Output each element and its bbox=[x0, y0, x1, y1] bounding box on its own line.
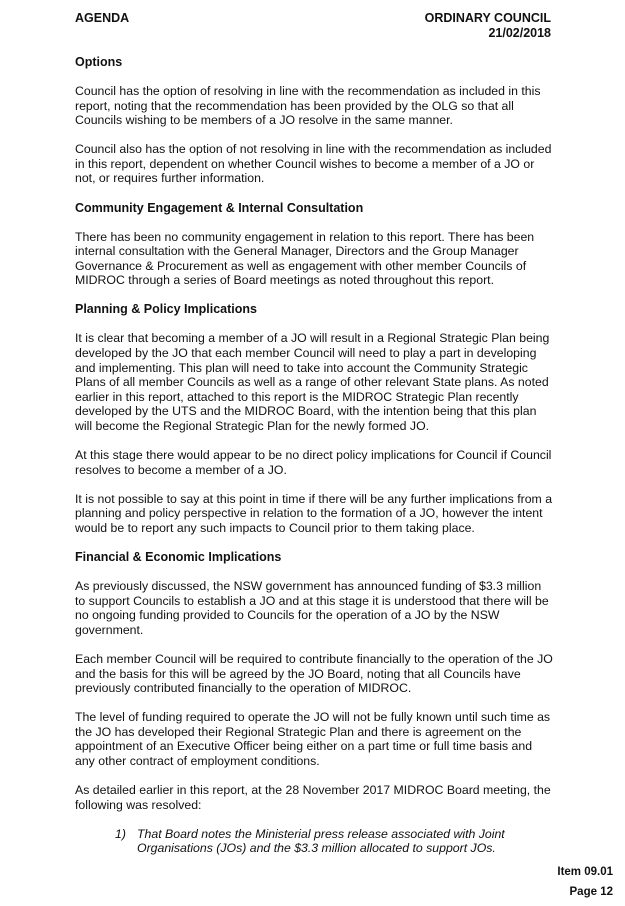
header-meeting-title: ORDINARY COUNCIL bbox=[424, 11, 551, 25]
resolution-text: That Board notes the Ministerial press release associated with Joint Organisations (JOs) and the $3.3 million allocated to support JOs. bbox=[137, 826, 505, 856]
header-meeting bbox=[425, 11, 551, 41]
paragraph: The level of funding required to operate the JO will not be fully known until such time as the JO has developed their Regional Strategic Plan and there is agreement on the appointment of an Executive Officer being either on a part time or full time basis and any other contract of employment conditions. bbox=[75, 710, 551, 768]
paragraph: Each member Council will be required to contribute financially to the operation of the JO and the basis for this will be agreed by the JO Board, noting that all Councils have previously contributed financially to the operation of MIDROC. bbox=[75, 651, 553, 696]
paragraph: It is clear that becoming a member of a JO will result in a Regional Strategic Plan being developed by the JO that each member Council will need to play a part in developing and implementing. This plan will need to take into account the Community Strategic Plans of all member Councils as well as a range of other relevant State plans. As noted earlier in this report, attached to this report is the MIDROC Strategic Plan recently developed by the UTS and the MIDROC Board, with the intention being that this plan will become the Regional Strategic Plan for the newly formed JO. bbox=[75, 331, 550, 433]
paragraph: As previously discussed, the NSW government has announced funding of $3.3 million to support Councils to establish a JO and at this stage it is understood that there will be no ongoing funding provided to Councils for the operation of a JO by the NSW government. bbox=[75, 579, 549, 637]
document-body bbox=[75, 55, 553, 856]
header-meeting-date: 21/02/2018 bbox=[488, 26, 551, 40]
section-heading-planning-policy: Planning & Policy Implications bbox=[75, 302, 257, 317]
section-heading-community-engagement: Community Engagement & Internal Consultation bbox=[75, 200, 364, 215]
paragraph: There has been no community engagement in relation to this report. There has been internal consultation with the General Manager, Directors and the Group Manager Governance & Procurement as well as engagement with other member Councils of MIDROC through a series of Board meetings as noted throughout this report. bbox=[75, 229, 535, 288]
resolution-item bbox=[115, 827, 553, 856]
paragraph: It is not possible to say at this point in time if there will be any further implications from a planning and policy perspective in relation to the formation of a JO, however the intent would be to report any such impacts to Council prior to them taking place. bbox=[75, 491, 553, 535]
paragraph: As detailed earlier in this report, at the 28 November 2017 MIDROC Board meeting, the following was resolved: bbox=[75, 783, 551, 812]
header-agenda: AGENDA bbox=[75, 11, 130, 25]
section-heading-financial-economic: Financial & Economic Implications bbox=[75, 550, 282, 565]
paragraph: At this stage there would appear to be no direct policy implications for Council if Council resolves to become a member of a JO. bbox=[75, 448, 552, 477]
paragraph: Council has the option of resolving in line with the recommendation as included in this report, noting that the recommendation has been provided by the OLG so that all Councils wishing to be members of a JO resolve in the same manner. bbox=[75, 84, 541, 128]
paragraph: Council also has the option of not resolving in line with the recommendation as included in this report, dependent on whether Council wishes to become a member of a JO or not, or requires further information. bbox=[75, 142, 552, 186]
page-footer bbox=[557, 862, 613, 902]
footer-item-number: Item 09.01 bbox=[557, 866, 613, 878]
section-heading-options: Options bbox=[75, 55, 123, 69]
footer-page-number: Page 12 bbox=[569, 886, 613, 898]
resolution-number: 1) bbox=[115, 826, 126, 841]
